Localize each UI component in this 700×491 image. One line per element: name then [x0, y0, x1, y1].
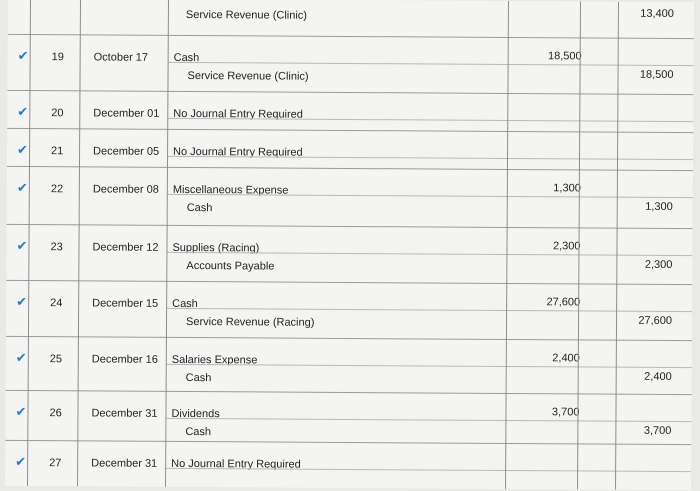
credit-account[interactable]: Service Revenue (Clinic): [187, 70, 309, 83]
journal-row: [7, 128, 693, 171]
debit-account[interactable]: Dividends: [171, 407, 220, 421]
row-subline: [166, 308, 692, 312]
entry-number: 24: [50, 297, 63, 310]
entry-date[interactable]: December 08: [92, 183, 159, 196]
credit-account[interactable]: Cash: [186, 202, 213, 215]
carryover-credit: 13,400: [640, 7, 674, 20]
journal-row: [7, 90, 693, 133]
entry-date[interactable]: December 05: [93, 145, 160, 158]
journal-row: [6, 336, 692, 395]
entry-number: 27: [49, 457, 62, 470]
debit-amount[interactable]: 27,600: [546, 296, 581, 309]
debit-account[interactable]: Miscellaneous Expense: [172, 183, 289, 197]
debit-account[interactable]: No Journal Entry Required: [173, 145, 303, 159]
entry-date[interactable]: October 17: [93, 51, 149, 64]
entry-date[interactable]: December 16: [91, 353, 158, 366]
credit-amount[interactable]: 18,500: [639, 68, 674, 81]
journal-row: [6, 280, 692, 341]
pencil-check-icon[interactable]: ✔: [15, 453, 27, 470]
pencil-check-icon[interactable]: ✔: [17, 47, 29, 64]
journal-entry-sheet: [5, 0, 694, 490]
entry-number: 23: [50, 241, 63, 254]
debit-account[interactable]: No Journal Entry Required: [173, 107, 303, 121]
debit-amount[interactable]: 2,400: [552, 352, 580, 365]
debit-amount[interactable]: 2,300: [552, 240, 581, 253]
pencil-check-icon[interactable]: ✔: [16, 293, 28, 310]
credit-amount[interactable]: 2,400: [644, 370, 672, 383]
journal-row: [5, 440, 691, 491]
entry-number: 26: [49, 407, 62, 420]
pencil-check-icon[interactable]: ✔: [16, 237, 28, 254]
entry-date[interactable]: December 01: [93, 107, 160, 120]
entry-date[interactable]: December 15: [92, 297, 159, 310]
carryover-row: [8, 0, 694, 38]
entry-date[interactable]: December 12: [92, 241, 159, 254]
pencil-check-icon[interactable]: ✔: [17, 103, 29, 120]
journal-row: [7, 166, 693, 229]
debit-account[interactable]: Cash: [173, 51, 200, 65]
entry-number: 20: [51, 107, 64, 120]
pencil-check-icon[interactable]: ✔: [15, 403, 27, 420]
credit-account[interactable]: Service Revenue (Racing): [185, 315, 315, 329]
credit-account[interactable]: Accounts Payable: [186, 259, 275, 273]
debit-account[interactable]: Salaries Expense: [171, 353, 258, 367]
journal-row: [6, 224, 692, 285]
debit-amount[interactable]: 1,300: [553, 182, 581, 195]
entry-number: 21: [51, 145, 64, 158]
pencil-check-icon[interactable]: ✔: [15, 349, 27, 366]
debit-account[interactable]: Cash: [172, 297, 198, 311]
debit-amount[interactable]: 18,500: [547, 50, 582, 63]
pencil-check-icon[interactable]: ✔: [16, 179, 28, 196]
entry-date[interactable]: December 31: [91, 407, 158, 420]
entry-number: 22: [50, 183, 64, 196]
debit-amount[interactable]: 3,700: [551, 406, 580, 419]
debit-account[interactable]: No Journal Entry Required: [171, 457, 301, 471]
pencil-check-icon[interactable]: ✔: [17, 141, 29, 158]
entry-number: 25: [49, 353, 63, 366]
carryover-account: Service Revenue (Clinic): [185, 8, 307, 22]
credit-account[interactable]: Cash: [185, 425, 212, 439]
credit-amount[interactable]: 3,700: [643, 424, 672, 437]
credit-amount[interactable]: 27,600: [638, 314, 673, 327]
credit-account[interactable]: Cash: [185, 371, 212, 385]
journal-row: [5, 390, 691, 445]
entry-date[interactable]: December 31: [91, 457, 158, 470]
entry-number: 19: [51, 51, 64, 64]
debit-account[interactable]: Supplies (Racing): [172, 241, 260, 255]
credit-amount[interactable]: 1,300: [645, 200, 673, 213]
row-subline: [168, 62, 694, 66]
credit-amount[interactable]: 2,300: [644, 258, 673, 271]
row-subline: [165, 418, 691, 422]
journal-row: [7, 34, 693, 95]
